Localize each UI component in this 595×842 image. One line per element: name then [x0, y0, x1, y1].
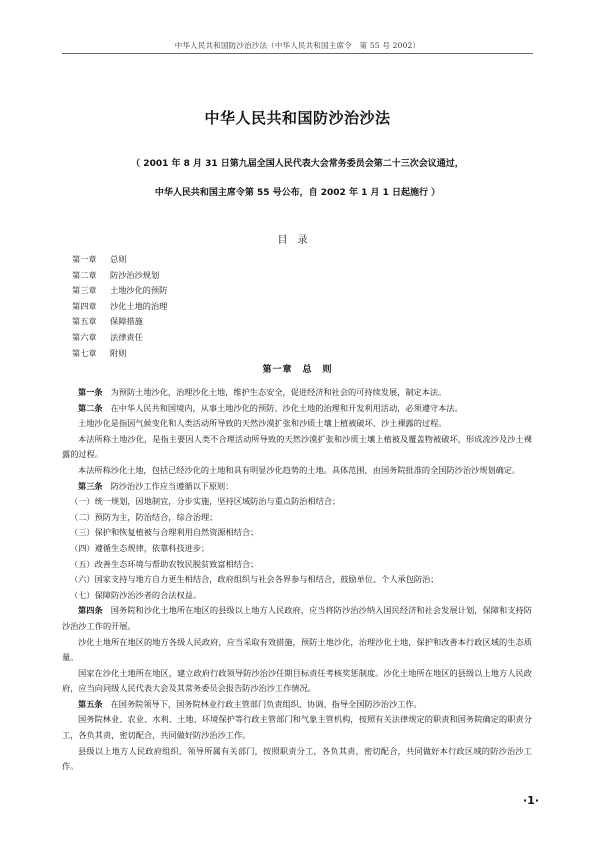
paragraph-text: （二）预防为主，防治结合，综合治理； — [70, 511, 218, 522]
running-header: 中华人民共和国防沙治沙法（中华人民共和国主席令 第 55 号 2002） — [174, 41, 421, 50]
paragraph-text: 本法所称土地沙化，是指主要因人类不合理活动所导致的天然沙漠扩张和沙质土壤上植被及覆盖物被破坏，形成流沙及沙土裸露的过程。 — [62, 433, 532, 460]
toc-chapter-number: 第二章 — [72, 269, 97, 280]
paragraph-text: 土地沙化是指因气候变化和人类活动所导致的天然沙漠扩张和沙质土壤上植被破坏、沙土裸露的过程。 — [78, 418, 447, 429]
toc-chapter-number: 第一章 — [72, 254, 97, 264]
principle-item — [62, 588, 532, 604]
toc-chapter-title: 附则 — [110, 347, 127, 358]
principle-item — [62, 494, 532, 510]
paragraph-text: （三）保护和恢复植被与合理利用自然资源相结合； — [70, 527, 259, 538]
principle-item — [62, 525, 532, 541]
article-paragraph — [62, 401, 532, 417]
principle-item — [62, 557, 532, 573]
paragraph-text: 国务院和沙化土地所在地区的县级以上地方人民政府，应当将防沙治沙纳入国民经济和社会发展计划，保障和支持防沙治沙工作的开展。 — [62, 605, 532, 631]
paragraph-text: 在国务院领导下，国务院林业行政主管部门负责组织、协调、指导全国防沙治沙工作。 — [110, 698, 422, 709]
page-number: ·1· — [522, 794, 539, 807]
paragraph-text: 本法所称沙化土地，包括已经沙化的土地和具有明显沙化趋势的土地。具体范围，由国务院批准的全国防沙治沙规划确定。 — [78, 464, 521, 475]
paragraph-text: （五）改善生态环境与帮助农牧民脱贫致富相结合； — [70, 558, 259, 569]
article-number: 第五条 — [78, 698, 103, 709]
paragraph-text: （四）遵循生态规律，依靠科技进步； — [70, 542, 210, 553]
article-number: 第三条 — [78, 480, 103, 491]
toc-entry — [72, 283, 167, 299]
article-number: 第一条 — [78, 387, 103, 397]
toc-chapter-title: 法律责任 — [110, 331, 143, 342]
principle-item — [62, 510, 532, 526]
paragraph-text: （六）国家支持与地方自力更生相结合，政府组织与社会各界参与相结合，鼓励单位、个人承包防治； — [70, 574, 439, 585]
body-paragraph — [62, 463, 532, 479]
header-rule — [62, 53, 533, 54]
chapter-title: 第一章 总 则 — [262, 365, 333, 375]
paragraph-text: 沙化土地所在地区的地方各级人民政府，应当采取有效措施，预防土地沙化，治理沙化土地，保护和改善本行政区域的生态质量。 — [62, 636, 532, 663]
article-paragraph — [62, 385, 532, 401]
toc-chapter-title: 保障措施 — [110, 316, 143, 327]
body-paragraph — [62, 635, 532, 666]
article-number: 第二条 — [78, 402, 103, 413]
toc-chapter-number: 第五章 — [72, 316, 97, 327]
paragraph-text: 为预防土地沙化，治理沙化土地，维护生态安全，促进经济和社会的可持续发展，制定本法。 — [110, 387, 447, 397]
enactment-note-line-2: 中华人民共和国主席令第 55 号公布，自 2002 年 1 月 1 日起施行 ） — [154, 188, 441, 198]
toc-chapter-title: 总则 — [110, 254, 127, 264]
body-paragraph — [62, 666, 532, 697]
toc-chapter-number: 第四章 — [72, 300, 97, 311]
article-number: 第四条 — [78, 605, 103, 616]
paragraph-text: 国务院林业、农业、水利、土地、环境保护等行政主管部门和气象主管机构，按照有关法律规定的职责和国务院确定的职责分工，各负其责，密切配合，共同做好防沙治沙工作。 — [62, 714, 532, 741]
body-paragraph — [62, 432, 532, 463]
toc-entry — [72, 252, 167, 268]
toc-entry — [72, 268, 167, 284]
paragraph-text: （七）保障防沙治沙者的合法权益。 — [70, 589, 202, 600]
paragraph-text: 防沙治沙工作应当遵循以下原则： — [110, 480, 234, 491]
principle-item — [62, 572, 532, 588]
toc-chapter-title: 土地沙化的预防 — [110, 285, 168, 296]
principle-item — [62, 541, 532, 557]
toc-chapter-title: 防沙治沙规划 — [110, 269, 160, 280]
enactment-note-line-1: （ 2001 年 8 月 31 日第九届全国人民代表大会常务委员会第二十三次会议通过， — [131, 159, 464, 169]
toc-chapter-title: 沙化土地的治理 — [110, 300, 168, 311]
article-paragraph — [62, 479, 532, 495]
table-of-contents — [72, 252, 167, 361]
paragraph-text: （一）统一规划，因地制宜，分步实施，坚持区域防治与重点防治相结合； — [70, 496, 341, 507]
body-paragraph — [62, 416, 532, 432]
toc-chapter-number: 第六章 — [72, 331, 97, 342]
document-title: 中华人民共和国防沙治沙法 — [204, 109, 391, 127]
toc-chapter-number: 第七章 — [72, 347, 97, 358]
toc-entry — [72, 330, 167, 346]
paragraph-text: 县级以上地方人民政府组织、领导所属有关部门，按照职责分工，各负其责，密切配合，共同做好本行政区域的防沙治沙工作。 — [62, 745, 532, 772]
paragraph-text: 在中华人民共和国境内，从事土地沙化的预防、沙化土地的治理和开发利用活动，必须遵守本法。 — [110, 402, 463, 413]
toc-chapter-number: 第三章 — [72, 285, 97, 296]
toc-entry — [72, 299, 167, 315]
body-paragraph — [62, 744, 532, 775]
law-body-text — [62, 385, 532, 775]
article-paragraph — [62, 603, 532, 634]
paragraph-text: 国家在沙化土地所在地区，建立政府行政领导防沙治沙任期目标责任考核奖惩制度。沙化土地所在地区的县级以上地方人民政府，应当向同级人民代表大会及其常务委员会报告防沙治沙工作情况。 — [62, 667, 532, 694]
article-paragraph — [62, 697, 532, 713]
body-paragraph — [62, 712, 532, 743]
toc-heading: 目录 — [277, 235, 318, 246]
toc-entry — [72, 314, 167, 330]
toc-entry — [72, 346, 167, 362]
